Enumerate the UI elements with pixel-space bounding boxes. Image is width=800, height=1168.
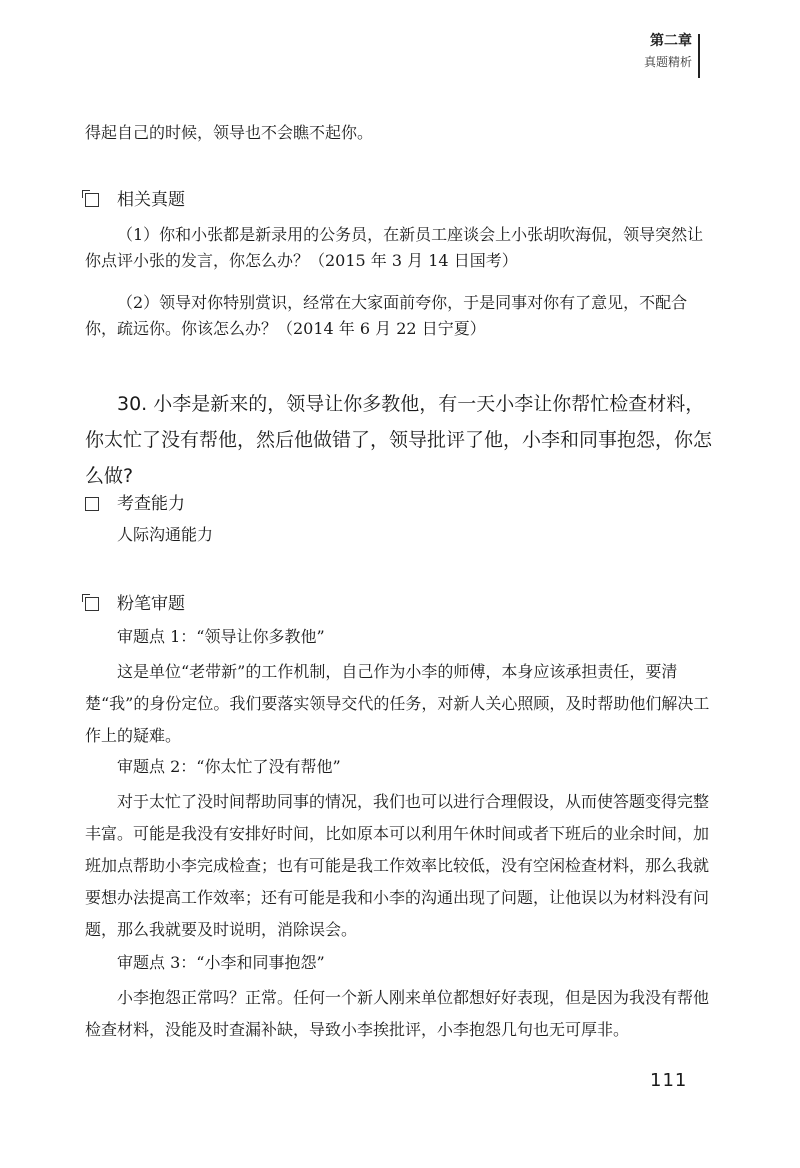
page-number: 111 (650, 1070, 688, 1091)
related-item-1: （1）你和小张都是新录用的公务员，在新员工座谈会上小张胡吹海侃，领导突然让你点评小张的发言，你怎么办？（2015 年 3 月 14 日国考） (85, 225, 704, 270)
analysis-section-title (85, 592, 185, 616)
related-section-title (85, 188, 185, 212)
section-box-icon (85, 193, 99, 207)
ability-title-text: 考查能力 (117, 494, 185, 514)
analysis-title-text: 粉笔审题 (117, 594, 185, 614)
question-heading: 30. 小李是新来的，领导让你多教他，有一天小李让你帮忙检查材料，你太忙了没有帮他，然后他做错了，领导批评了他，小李和同事抱怨，你怎么做? (85, 393, 713, 487)
point-2-text: 对于太忙了没时间帮助同事的情况，我们也可以进行合理假设，从而使答题变得完整丰富。可能是我没有安排好时间，比如原本可以利用午休时间或者下班后的业余时间，加班加点帮助小李完成检查；也有可能是我工作效率比较低，没有空闲检查材料，那么我就要想办法提高工作效率；还有可能是我和小李的沟通出现了问题，让他误以为材料没有问题，那么我就要及时说明，消除误会。 (85, 792, 710, 939)
related-item-2: （2）领导对你特别赏识，经常在大家面前夸你，于是同事对你有了意见，不配合你，疏远你。你该怎么办？（2014 年 6 月 22 日宁夏） (85, 293, 688, 338)
intro-paragraph: 得起自己的时候，领导也不会瞧不起你。 (85, 123, 374, 142)
running-header (644, 30, 692, 72)
point-3-label: 审题点 3：“小李和同事抱怨” (117, 953, 325, 972)
related-title-text: 相关真题 (117, 190, 185, 210)
ability-text: 人际沟通能力 (117, 525, 214, 544)
point-1-text: 这是单位“老带新”的工作机制，自己作为小李的师傅，本身应该承担责任，要清楚“我”的身份定位。我们要落实领导交代的任务，对新人关心照顾，及时帮助他们解决工作上的疑难。 (85, 662, 710, 745)
ability-section-title (85, 492, 185, 516)
section-box-icon (85, 497, 99, 511)
point-1-label: 审题点 1：“领导让你多教他” (117, 627, 325, 646)
chapter-title: 第二章 (650, 33, 692, 49)
chapter-subtitle: 真题精析 (643, 55, 692, 69)
point-3-text: 小李抱怨正常吗？正常。任何一个新人刚来单位都想好好表现，但是因为我没有帮他检查材料，没能及时查漏补缺，导致小李挨批评，小李抱怨几句也无可厚非。 (85, 988, 710, 1039)
section-box-icon (85, 597, 99, 611)
header-rule (698, 34, 700, 78)
point-2-label: 审题点 2：“你太忙了没有帮他” (117, 757, 341, 776)
